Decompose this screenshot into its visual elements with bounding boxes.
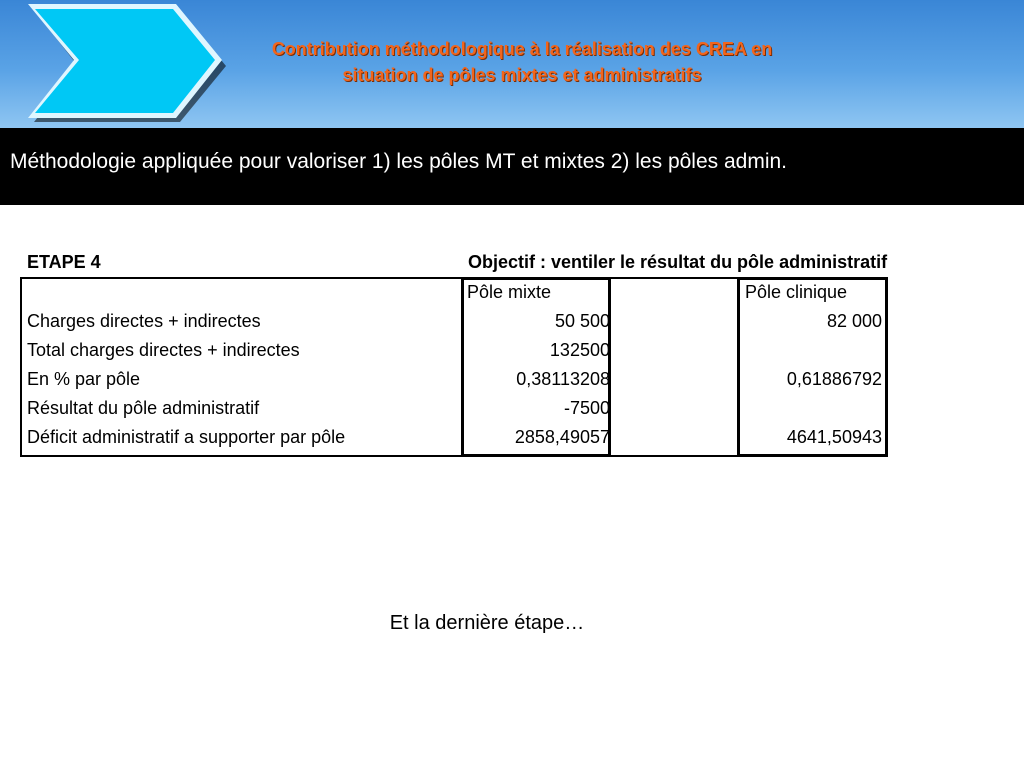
slide-subtitle: Méthodologie appliquée pour valoriser 1) les pôles MT et mixtes 2) les pôles admin. <box>10 150 788 173</box>
header-pole-clinique: Pôle clinique <box>745 282 848 302</box>
row-label: Résultat du pôle administratif <box>27 398 260 418</box>
cell-pole-clinique: 82 000 <box>826 311 882 331</box>
step-label: ETAPE 4 <box>27 252 101 272</box>
table-row <box>20 337 888 366</box>
results-table <box>20 277 888 457</box>
table-row <box>20 424 888 453</box>
chevron-arrow-icon <box>0 0 232 128</box>
table-row <box>20 366 888 395</box>
table-header-row <box>20 279 888 308</box>
cell-pole-mixte: 0,38113208 <box>516 369 610 389</box>
slide-title: Contribution méthodologique à la réalisation des CREA en situation de pôles mixtes et administratifs <box>271 39 773 85</box>
row-label: Total charges directes + indirectes <box>27 340 300 360</box>
cell-pole-clinique: 0,61886792 <box>786 369 882 389</box>
row-label: Charges directes + indirectes <box>27 311 261 331</box>
closing-text: Et la dernière étape… <box>389 612 585 634</box>
table-row <box>20 395 888 424</box>
title-banner <box>0 0 1024 128</box>
cell-pole-mixte: -7500 <box>563 398 610 418</box>
table-row <box>20 308 888 337</box>
cell-pole-mixte: 50 500 <box>554 311 610 331</box>
row-label: Déficit administratif a supporter par pôle <box>27 427 346 447</box>
objective-text: Objectif : ventiler le résultat du pôle administratif <box>468 252 888 272</box>
row-label: En % par pôle <box>27 369 141 389</box>
cell-pole-clinique: 4641,50943 <box>786 427 882 447</box>
header-pole-mixte: Pôle mixte <box>467 282 552 302</box>
cell-pole-mixte: 132500 <box>549 340 610 360</box>
cell-pole-mixte: 2858,49057 <box>514 427 610 447</box>
